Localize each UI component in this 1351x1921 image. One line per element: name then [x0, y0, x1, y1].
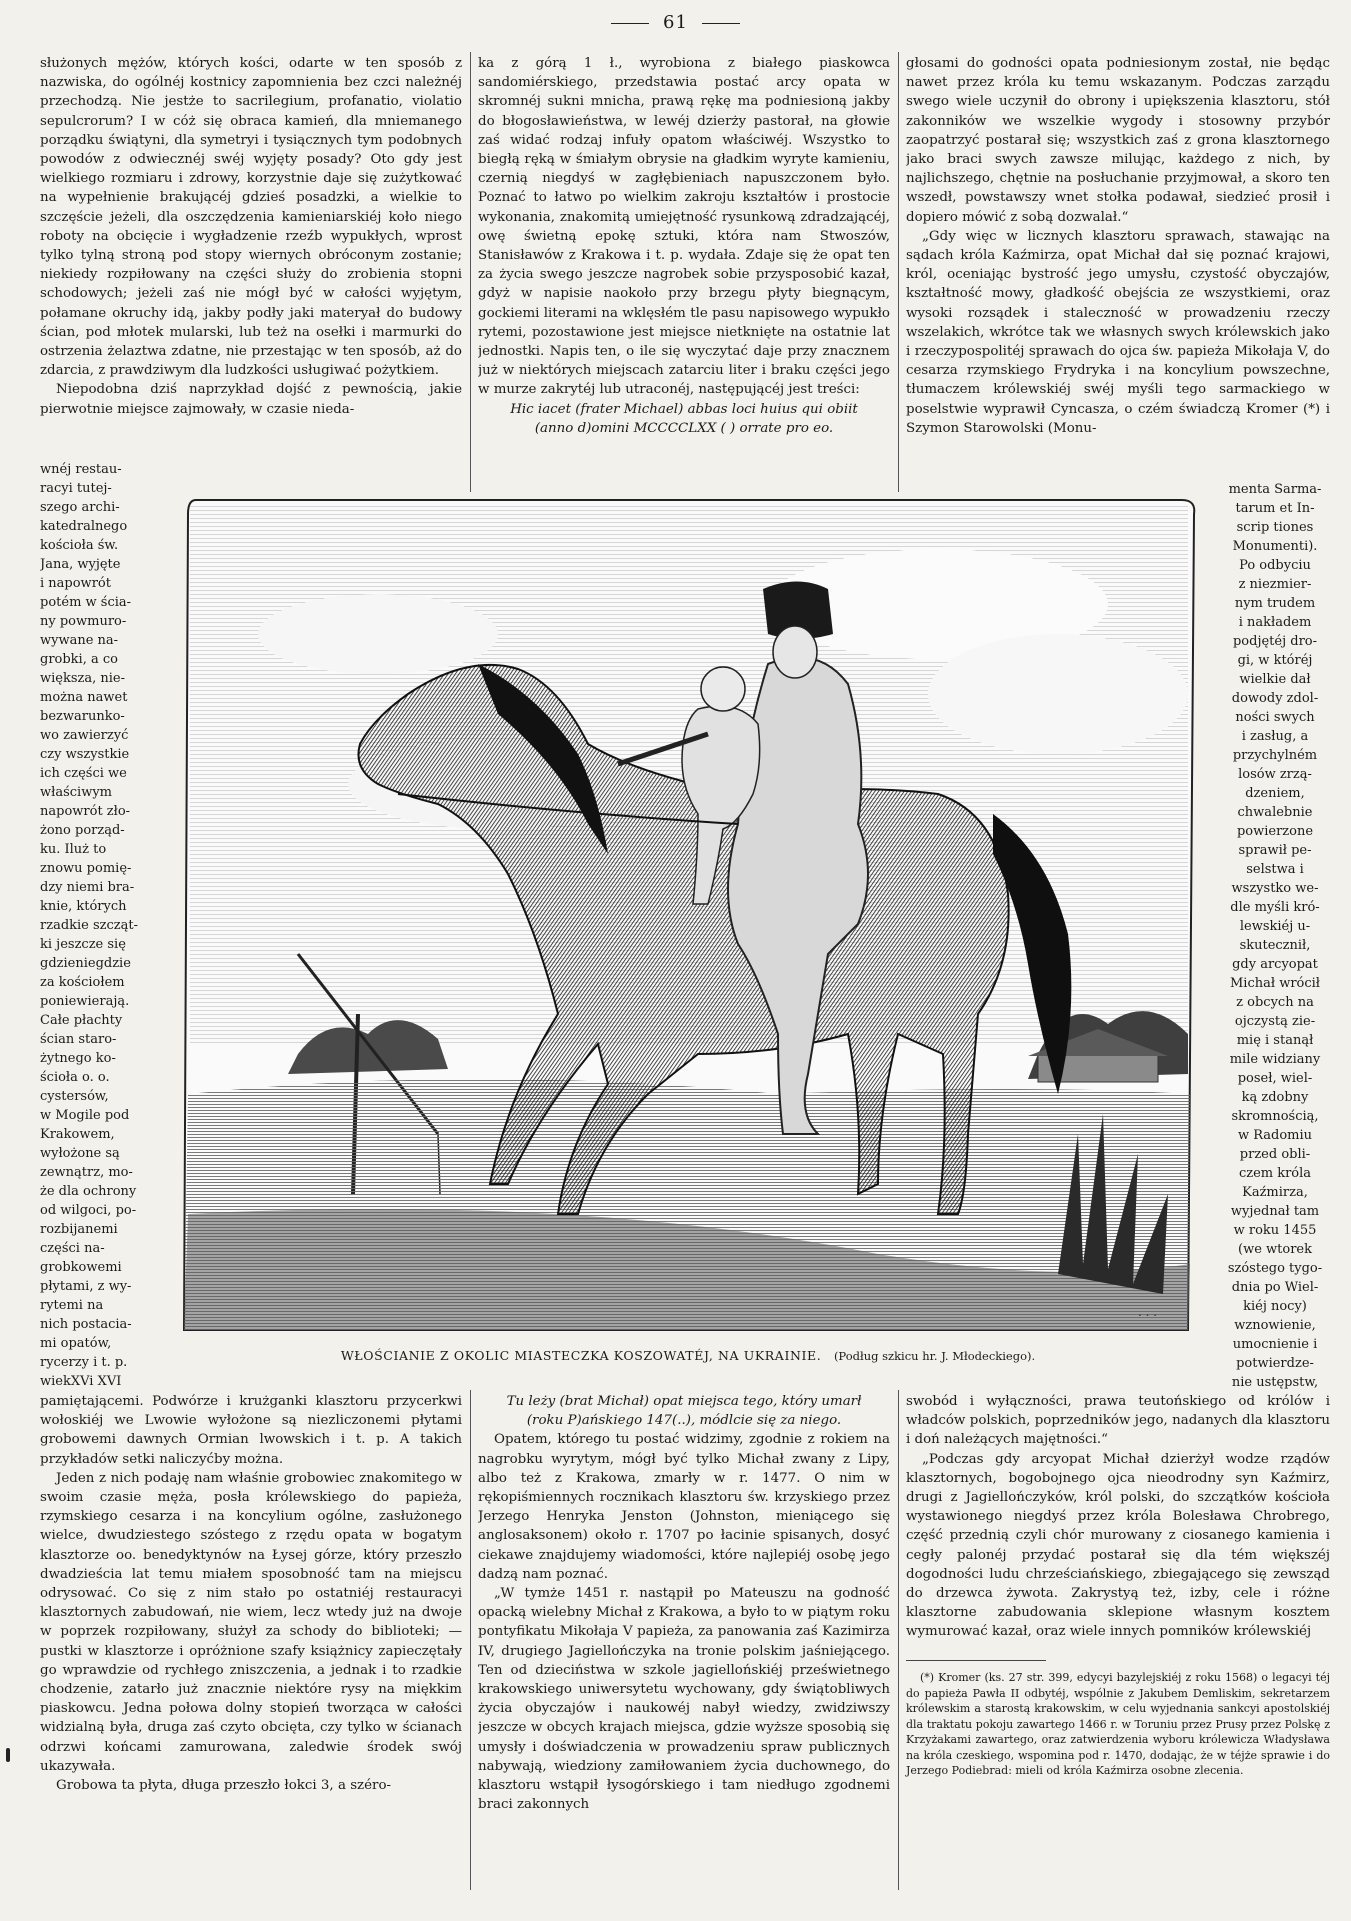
- wrap-line: i nakładem: [1238, 615, 1312, 630]
- column-3-wrap: [1216, 480, 1334, 1390]
- inscription-line: Hic iacet (frater Michael) abbas loci huius qui obiit: [510, 401, 858, 417]
- child-head: [701, 667, 745, 711]
- rider-face: [773, 626, 817, 678]
- wrap-line: ścioła o. o.: [40, 1070, 110, 1085]
- wrap-line: szego archi-: [40, 500, 120, 515]
- translation-line: (roku P)ańskiego 147(..), módlcie się za niego.: [526, 1413, 842, 1429]
- paragraph: „W tymże 1451 r. nastąpił po Mateuszu na godność opacką wielebny Michał z Krakowa, a było to w piątym roku pontyfikatu Mikołaja V papieża, za panowania zaś Kazimirza IV, drugiego Jagiellończyka na tronie polskim jaśniejącego. Ten od dzieciństwa w szkole jagiellońskiéj prześwietnego krakowskiego uniwersytetu wychowany, gdy świątobliwych życia obyczajów i naukowéj nabył wiedzy, zwidziwszy jeszcze w obcych krajach miejsca, gdzie wyższe sposobią się umysły i doświadczenia w prowadzeniu spraw publicznych nabywają, wiedziony zamiłowaniem życia duchownego, do klasztoru wstąpił łysogórskiego i tam niedługo zgodnemi braci zakonnych: [478, 1586, 890, 1813]
- wrap-line: przed obli-: [1239, 1147, 1311, 1162]
- wrap-line: części na-: [40, 1241, 105, 1256]
- footnote-text: (*) Kromer (ks. 27 str. 399, edycyi bazylejskiéj z roku 1568) o legacyi téj do papieża Pawła II odbytéj, wspólnie z Jakubem Demliskim, sekretarzem królewskim a starostą krakowskim, w celu wyjednania sankcyi apostolskiéj dla traktatu pokoju zawartego 1466 r. w Toruniu przez Prusy przez Polskę z Krzyżakami zawartego, oraz zatwierdzenia wyboru królewicza Władysława na króla czeskiego, wspomina pod r. 1470, dodając, że w téjże sprawie i do Jerzego Podiebrad: mieli od króla Kaźmirza osobne zlecenia.: [906, 1671, 1330, 1777]
- wrap-line: wznowienie,: [1234, 1318, 1316, 1333]
- cloud: [928, 634, 1188, 754]
- wrap-line: właściwym: [40, 785, 113, 800]
- wrap-line: racyi tutej-: [40, 481, 112, 496]
- wrap-line: powierzone: [1236, 824, 1314, 839]
- wrap-line: lewskiéj u-: [1239, 919, 1311, 934]
- wrap-line: w Radomiu: [1237, 1128, 1313, 1143]
- paragraph: pamiętającemi. Podwórze i krużganki klasztoru przycerkwi wołoskiéj we Lwowie wyłożone są niezliczonemi płytami grobowemi dawnych Ormian lwowskich i t. p. A takich przykładów setki naliczyćby można.: [40, 1394, 462, 1467]
- wrap-line: czy wszystkie: [40, 747, 130, 762]
- wrap-line: czem króla: [1238, 1166, 1312, 1181]
- column-rule: [898, 52, 899, 492]
- wrap-line: Monumenti).: [1232, 539, 1318, 554]
- wrap-line: ności swych: [1235, 710, 1315, 725]
- wrap-line: Jana, wyjęte: [40, 557, 121, 572]
- engraving-svg: [178, 494, 1198, 1338]
- column-rule: [470, 1390, 471, 1890]
- wrap-line: wnéj restau-: [40, 462, 122, 477]
- wrap-line: menta Sarma-: [1228, 482, 1322, 497]
- wrap-line: płytami, z wy-: [40, 1279, 132, 1294]
- column-3-top: [906, 54, 1330, 478]
- column-3-bottom: [906, 1392, 1330, 1654]
- paragraph: ka z górą 1 ł., wyrobiona z białego piaskowca sandomiérskiego, przedstawia postać arcy opata w skromnéj sukni mnicha, prawą rękę ma podniesioną jakby do błogosławieństwa, w lewéj dzierży pastorał, na głowie zaś widać rodzaj infuły opatom właściwéj. Wszystko to biegłą ręką w śmiałym obrysie na gładkim wyryte kamieniu, czernią niegdyś w zagłębieniach napuszczonem było. Poznać to łatwo po wielkim zakroju kształtów i prostocie wykonania, znakomitą umiejętność rysunkową zdradzającéj, owę świetną epokę sztuki, która nam Stwoszów, Stanisławów z Krakowa i t. p. wydała. Zdaje się że opat ten za życia swego jeszcze nagrobek sobie przysposobić kazał, gdyż w napisie naokoło przy brzegu płyty biegnącym, gockiemi literami na wklęsłém tle pasu napisowego wypukło rytemi, pozostawione jest miejsce nietknięte na ostatnie lat jednostki. Napis ten, o ile się wyczytać daje przy znacznem już w niektórych miejscach zatarciu liter i braku części jego w murze zakrytéj lub utraconéj, następującéj jest treści:: [478, 56, 890, 398]
- wrap-line: wszystko we-: [1231, 881, 1319, 896]
- wrap-line: kościoła św.: [40, 538, 119, 553]
- footnote: [906, 1670, 1330, 1779]
- wrap-line: że dla ochrony: [40, 1184, 137, 1199]
- latin-inscription: [478, 400, 890, 438]
- wrap-line: potém w ścia-: [40, 595, 132, 610]
- column-1-bottom: [40, 1392, 462, 1902]
- wrap-line: kiéj nocy): [1243, 1299, 1307, 1314]
- page-number: 61: [0, 12, 1351, 33]
- cloud: [258, 594, 498, 674]
- wrap-line: i zasług, a: [1241, 729, 1309, 744]
- column-1-wrap: [40, 460, 168, 1390]
- paragraph: „Gdy więc w licznych klasztoru sprawach, stawając na sądach króla Kaźmirza, opat Michał dał się poznać krajowi, król, oceniając bystrość jego umysłu, czystość obyczajów, kształtność mowy, gładkość obejścia ze wszystkiemi, oraz wysoki rozsądek i staleczność w prowadzeniu rzeczy wszelakich, wkrótce tak we własnych swych królewskich jako i rzeczypospolitéj sprawach do ojca św. papieża Mikołaja V, do cesarza rzymskiego Frydryka i na koncylium powszechne, tłumaczem królewskiéj swéj myśli tego sarmackiego w poselstwie wyprawił Cyncasza, o czém świadczą Kromer (*) i Szymon Starowolski (Monu-: [906, 228, 1330, 436]
- wrap-line: od wilgoci, po-: [40, 1203, 137, 1218]
- wrap-line: bezwarunko-: [40, 709, 125, 724]
- wrap-line: ojczystą zie-: [1234, 1014, 1316, 1029]
- wrap-line: zewnątrz, mo-: [40, 1165, 133, 1180]
- margin-mark: [6, 1748, 10, 1762]
- wrap-line: poniewierają.: [40, 994, 130, 1009]
- paragraph: Jeden z nich podaję nam właśnie grobowiec znakomitego w swoim czasie męża, posła królewskiego do papieża, rzymskiego cesarza i na koncylium ogólne, zasłużonego wielce, dwudziestego szóstego z rzędu opata w bogatym klasztorze oo. benedyktynów na Łysej górze, który przeszło dwadzieścia lat temu miałem sposobność tam na miejscu odrysować. Co się z nim stało po ostatniéj restauracyi klasztornych zabudowań, nie wiem, lecz wtedy już na dwoje w poprzek rozpiłowany, służył za schody do biblioteki; — pustki w klasztorze i opróżnione szafy książnicy zapieczętały go wprawdzie od rychłego zniszczenia, a jednak i to rzadkie chodzenie, zatarło już znacznie niektóre rysy na miękkim piaskowcu. Jedna połowa dolny stopień tworząca w całości widzialną była, druga zaś czyto obcięta, czy tylko w ścianach odrzwi końcami zamurowana, zaledwie środek swój ukazywała.: [40, 1470, 462, 1774]
- wrap-line: rzadkie szcząt-: [40, 918, 139, 933]
- inscription-translation: [478, 1392, 890, 1430]
- wrap-line: większa, nie-: [40, 671, 126, 686]
- paragraph: głosami do godności opata podniesionym został, nie będąc nawet przez króla ku temu wskazanym. Podczas zarządu swego wiele uczynił do obrony i upiększenia klasztoru, stół zakonników we wszelkie wygody i stosowny przybór zaopatrzyć postarał się; wszystkich zaś z grona klasztornego jako braci swych zawsze milując, każdego z nich, by najlichszego, chętnie na posłuchanie przyjmował, a skoro ten wszedł, powstawszy wnet stołka podawał, siedzieć prosił i dopiero mówić z sobą dozwalał.“: [906, 56, 1330, 225]
- wrap-line: mile widziany: [1229, 1052, 1321, 1067]
- wrap-line: sprawił pe-: [1238, 843, 1312, 858]
- wrap-line: tarum et In-: [1235, 501, 1315, 516]
- paragraph: Niepodobna dziś naprzykład dojść z pewnością, jakie pierwotnie miejsce zajmowały, w czasie nieda-: [40, 382, 462, 417]
- wrap-line: losów zrzą-: [1238, 767, 1312, 782]
- column-rule: [470, 52, 471, 492]
- wrap-line: wyłożone są: [40, 1146, 120, 1161]
- wrap-line: skromnością,: [1231, 1109, 1319, 1124]
- translation-line: Tu leży (brat Michał) opat miejsca tego, który umarł: [506, 1394, 862, 1409]
- wrap-line: dzeniem,: [1245, 786, 1305, 801]
- wrap-line: grobki, a co: [40, 652, 118, 667]
- wrap-line: nym trudem: [1234, 596, 1316, 611]
- wrap-line: dowody zdol-: [1231, 691, 1319, 706]
- wrap-line: szóstego tygo-: [1227, 1261, 1323, 1276]
- wrap-line: znowu pomię-: [40, 861, 132, 876]
- wrap-line: gdy arcyopat: [1232, 957, 1318, 972]
- wrap-line: cystersów,: [40, 1089, 109, 1104]
- wrap-line: (we wtorek: [1238, 1242, 1312, 1257]
- column-1-top: [40, 54, 462, 458]
- wrap-line: w Mogile pod: [40, 1108, 130, 1123]
- wrap-line: rozbijanemi: [40, 1222, 118, 1237]
- caption-title: WŁOŚCIANIE Z OKOLIC MIASTECZKA KOSZOWATÉJ, NA UKRAINIE.: [340, 1348, 822, 1363]
- wrap-line: gdzieniegdzie: [40, 956, 131, 971]
- wrap-line: rycerzy i t. p.: [40, 1355, 128, 1370]
- wrap-line: ścian staro-: [40, 1032, 117, 1047]
- wrap-line: katedralnego: [40, 519, 128, 534]
- column-2-bottom: [478, 1392, 890, 1902]
- inscription-line: (anno d)omini MCCCCLXX ( ) orrate pro eo.: [534, 420, 834, 436]
- column-2-top: [478, 54, 890, 484]
- wrap-line: mię i stanął: [1236, 1033, 1314, 1048]
- wrap-line: Całe płachty: [40, 1013, 123, 1028]
- wrap-line: dnia po Wiel-: [1231, 1280, 1319, 1295]
- caption-credit: (Podług szkicu hr. J. Młodeckiego).: [833, 1349, 1036, 1363]
- wrap-line: za kościołem: [40, 975, 125, 990]
- paragraph: swobód i wyłączności, prawa teutońskiego od królów i władców polskich, poprzedników jego, nadanych dla klasztoru i doń należących majętności.“: [906, 1394, 1330, 1448]
- wrap-line: wiekXVi XVI: [40, 1374, 122, 1389]
- wrap-line: ką zdobny: [1241, 1090, 1309, 1105]
- wrap-line: Michał wrócił: [1229, 976, 1321, 991]
- wrap-line: przychylném: [1232, 748, 1318, 763]
- wrap-line: rytemi na: [40, 1298, 104, 1313]
- wrap-line: dle myśli kró-: [1230, 900, 1320, 915]
- column-rule: [898, 1390, 899, 1890]
- wrap-line: nich postacia-: [40, 1317, 132, 1332]
- wrap-line: można nawet: [40, 690, 128, 705]
- wrap-line: selstwa i: [1246, 862, 1304, 877]
- wrap-line: żytnego ko-: [40, 1051, 116, 1066]
- wrap-line: w roku 1455: [1233, 1223, 1317, 1238]
- wrap-line: knie, których: [40, 899, 127, 914]
- footnote-rule: [906, 1660, 1046, 1661]
- wrap-line: ki jeszcze się: [40, 937, 126, 952]
- wrap-line: żono porząd-: [40, 823, 125, 838]
- wrap-line: wyjednał tam: [1230, 1204, 1320, 1219]
- wrap-line: gi, w któréj: [1237, 653, 1313, 668]
- wrap-line: i napowrót: [40, 576, 111, 591]
- wrap-line: Kaźmirza,: [1242, 1185, 1308, 1200]
- wrap-line: wo zawierzyć: [40, 728, 129, 743]
- wrap-line: ich części we: [40, 766, 127, 781]
- wrap-line: z niezmier-: [1238, 577, 1312, 592]
- wrap-line: podjętéj dro-: [1232, 634, 1318, 649]
- wrap-line: chwalebnie: [1237, 805, 1313, 820]
- wrap-line: poseł, wiel-: [1237, 1071, 1313, 1086]
- wrap-line: umocnienie i: [1232, 1337, 1318, 1352]
- wrap-line: ku. Iluż to: [40, 842, 107, 857]
- wrap-line: grobkowemi: [40, 1260, 122, 1275]
- engraver-signature: . . .: [1138, 1305, 1158, 1319]
- engraving-illustration: [178, 494, 1198, 1338]
- wrap-line: dzy niemi bra-: [40, 880, 135, 895]
- wrap-line: wywane na-: [40, 633, 119, 648]
- wrap-line: nie ustępstw,: [1231, 1375, 1319, 1390]
- paragraph: Grobowa ta płyta, długa przeszło łokci 3, a széro-: [56, 1778, 392, 1794]
- wrap-line: scrip tiones: [1236, 520, 1314, 535]
- wrap-line: z obcych na: [1236, 995, 1314, 1010]
- wrap-line: potwierdze-: [1236, 1356, 1314, 1371]
- wrap-line: napowrót zło-: [40, 804, 131, 819]
- paragraph: „Podczas gdy arcyopat Michał dzierżył wodze rządów klasztornych, bogobojnego ojca nieodrodny syn Kaźmirz, drugi z Jagiellończyków, król polski, do szczątków kościoła wystawionego niegdyś przez króla Bolesława Chrobrego, część przednią czyli chór murowany z ciosanego kamienia i cegły palonéj przydać postarał się dla tém większéj dogodności ludu chrześciańskiego, zbiegającego się zewsząd do drzewca żywota. Zakrystyą też, izby, cele i różne klasztorne zabudowania sklepione własnym kosztem wymurować kazał, oraz wiele innych pomników królewskiéj: [906, 1451, 1330, 1640]
- wrap-line: Po odbyciu: [1239, 558, 1311, 573]
- wrap-line: ny powmuro-: [40, 614, 127, 629]
- wrap-line: wielkie dał: [1239, 672, 1311, 687]
- wrap-line: mi opatów,: [40, 1336, 112, 1351]
- paragraph: służonych mężów, których kości, odarte w ten sposób z nazwiska, do ogólnéj kostnicy zapomnienia bez czci należnéj przechodzą. Nie jestże to sacrilegium, profanatio, violatio sepulcrorum? I w cóż się obraca kamień, dla mniemanego porządku świątyni, dla symetryi i tysiącznych tym podobnych powodów z odwiecznéj swéj wyjęty posady? Oto gdy jest wielkiego rozmiaru i zdrowy, korzystnie daje się zużytkować na wypełnienie brakującéj gdzieś posadzki, a wielkie to szczęście jeżeli, dla oszczędzenia kamieniarskiéj koło niego roboty na obcięcie i wygładzenie rzeźb wypukłych, wprost tylko tylną stroną pod stopy wiernych obróconym zostanie; niekiedy rozpiłowany na części służy do zrobienia stopni schodowych; jeżeli zaś nie mógł być w całości wyjętym, połamane okruchy idą, jakby podły jaki materyał do budowy ścian, pod młotek mularski, lub też na osełki i marmurki do ostrzenia żelaztwa zdatne, nie przestając w ten sposób, aż do zdarcia, z prawdziwym dla ludzkości usługiwać pożytkiem.: [40, 56, 462, 379]
- illustration-caption: [178, 1348, 1198, 1363]
- wrap-line: skutecznił,: [1239, 938, 1311, 953]
- wrap-line: Krakowem,: [40, 1127, 115, 1142]
- paragraph: Opatem, którego tu postać widzimy, zgodnie z rokiem na nagrobku wyrytym, mógł być tylko Michał zwany z Lipy, albo też z Krakowa, zmarły w r. 1477. O nim w rękopiśmiennych rocznikach klasztoru św. krzyskiego przez Jerzego Henryka Jenston (Johnston, mieniącego się anglosaksonem) około r. 1707 po łacinie spisanych, dosyć ciekawe znajdujemy wiadomości, które najlepiéj osobę jego dadzą nam poznać.: [478, 1432, 890, 1582]
